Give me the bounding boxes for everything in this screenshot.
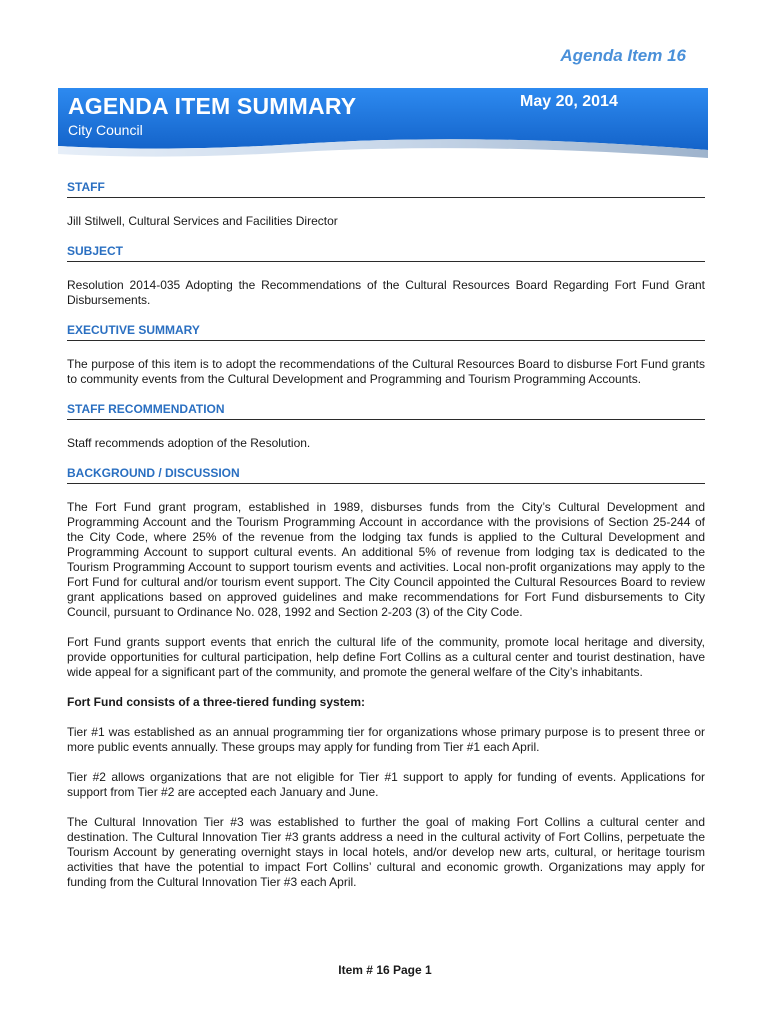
agenda-item-label: Agenda Item 16 <box>560 46 686 65</box>
section-heading-background: BACKGROUND / DISCUSSION <box>67 466 705 484</box>
banner-subtitle: City Council <box>68 122 143 138</box>
section-heading-subject: SUBJECT <box>67 244 705 262</box>
page-footer: Item # 16 Page 1 <box>338 963 432 977</box>
meeting-date: May 20, 2014 <box>520 93 618 110</box>
executive-summary-text: The purpose of this item is to adopt the recommendations of the Cultural Resources Board to disburse Fort Fund grants to community events from the Cultural Development and Programming and Tourism Programming Accounts. <box>67 357 705 386</box>
subject-text: Resolution 2014-035 Adopting the Recommendations of the Cultural Resources Board Regarding Fort Fund Grant Disbursements. <box>67 278 705 307</box>
staff-text: Jill Stilwell, Cultural Services and Facilities Director <box>67 214 338 228</box>
tiers-heading: Fort Fund consists of a three-tiered funding system: <box>67 695 366 709</box>
background-paragraph-1: The Fort Fund grant program, established in 1989, disburses funds from the City’s Cultural Development and Programming Account and the Tourism Programming Account in accordance with the provisions of Section 25-244 of the City Code, where 25% of the revenue from the lodging tax funds is applied to the Cultural Development and Programming Account to support cultural events. An additional 5% of revenue from lodging tax is dedicated to the Tourism Programming Account to support tourism events and activities. Local non-profit organizations may apply to the Fort Fund for cultural and/or tourism event support. The City Council appointed the Cultural Resources Board to review grant applications based on approved guidelines and make recommendations for Fort Fund disbursements to City Council, pursuant to Ordinance No. 028, 1992 and Section 2-203 (3) of the City Code. <box>67 500 705 619</box>
agenda-banner <box>58 88 708 168</box>
section-heading-staff: STAFF <box>67 180 705 198</box>
tier-1-text: Tier #1 was established as an annual programming tier for organizations whose primary purpose is to present three or more public events annually. These groups may apply for funding from Tier #1 each April. <box>67 725 705 754</box>
staff-recommendation-text: Staff recommends adoption of the Resolution. <box>67 436 311 450</box>
section-heading-executive-summary: EXECUTIVE SUMMARY <box>67 323 705 341</box>
section-heading-staff-recommendation: STAFF RECOMMENDATION <box>67 402 705 420</box>
document-body <box>67 180 705 905</box>
banner-title: AGENDA ITEM SUMMARY <box>68 93 357 119</box>
tier-2-text: Tier #2 allows organizations that are not eligible for Tier #1 support to apply for funding of events. Applications for support from Tier #2 are accepted each January and June. <box>67 770 705 799</box>
tier-3-text: The Cultural Innovation Tier #3 was established to further the goal of making Fort Collins a cultural center and destination. The Cultural Innovation Tier #3 grants address a need in the cultural activity of Fort Collins, perpetuate the Tourism Account by generating overnight stays in local hotels, and/or develop new arts, cultural, or heritage tourism activities that have the potential to impact Fort Collins’ cultural and economic growth. Organizations may apply for funding from the Cultural Innovation Tier #3 each April. <box>67 815 705 889</box>
background-paragraph-2: Fort Fund grants support events that enrich the cultural life of the community, promote local heritage and diversity, provide opportunities for cultural participation, help define Fort Collins as a cultural center and tourist destination, have wide appeal for a significant part of the community, and promote the general welfare of the City’s inhabitants. <box>67 635 705 679</box>
